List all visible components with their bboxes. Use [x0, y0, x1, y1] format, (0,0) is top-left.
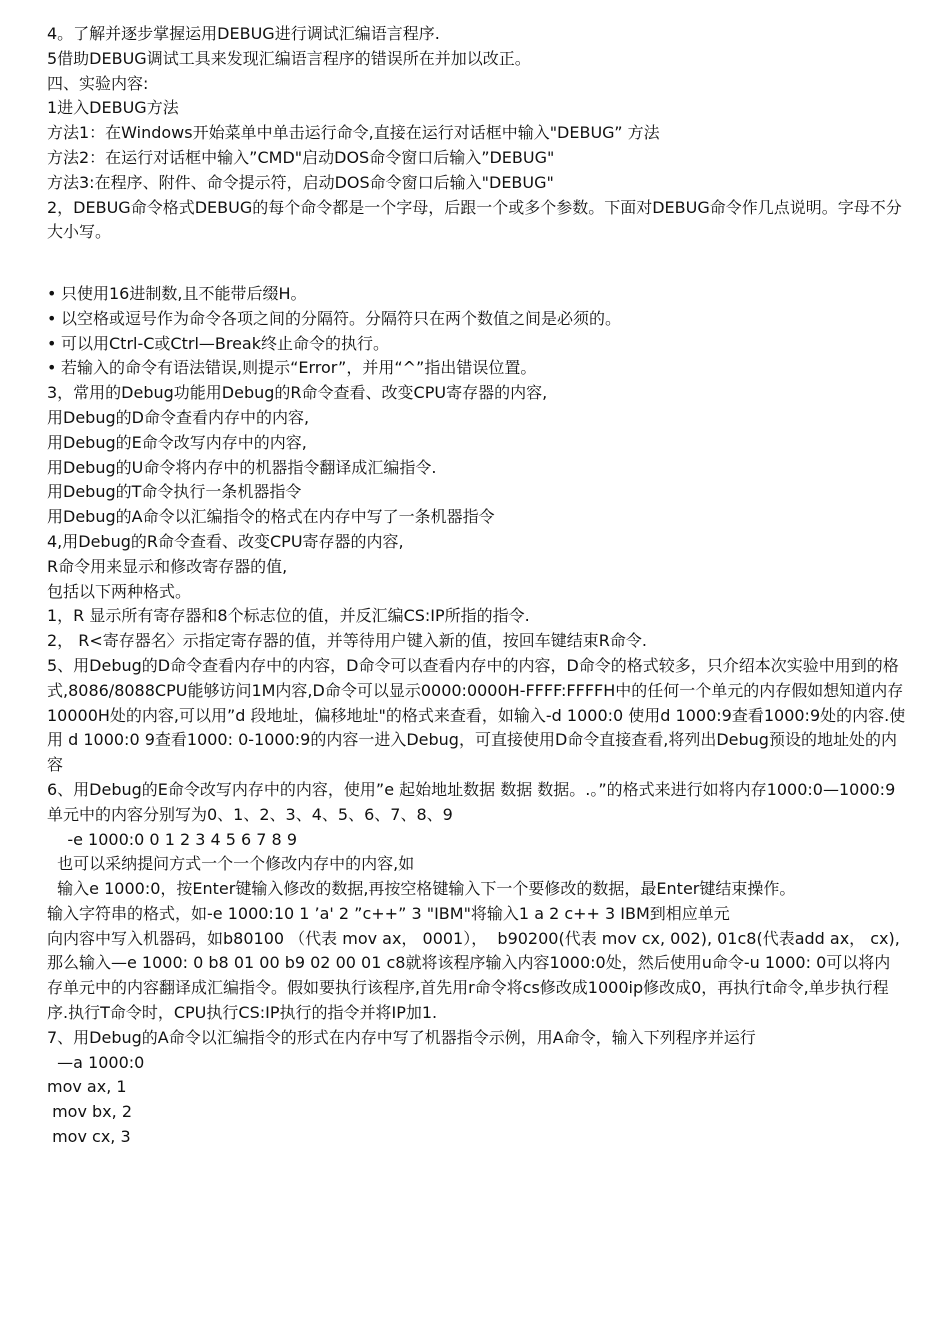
intro-section — [47, 22, 906, 245]
blank-line — [47, 245, 906, 270]
code-line: mov ax, 1 — [47, 1077, 127, 1097]
body-section — [47, 381, 906, 1150]
code-line: mov bx, 2 — [47, 1102, 132, 1122]
code-line: mov cx, 3 — [47, 1127, 131, 1147]
text-line: 方法1：在Windows开始菜单中单击运行命令,直接在运行对话框中输入"DEBUG” 方法 — [47, 123, 660, 143]
text-line: 1，R 显示所有寄存器和8个标志位的值，并反汇编CS:IP所指的指令. — [47, 606, 530, 626]
paragraph: 输入e 1000:0，按Enter键输入修改的数据,再按空格键输入下一个要修改的数据，最Enter键结束操作。 — [47, 879, 796, 899]
text-line: 包括以下两种格式。 — [47, 581, 192, 601]
list-item-text: 可以用Ctrl-C或Ctrl—Break终止命令的执行。 — [61, 333, 390, 353]
text-line: 方法3:在程序、附件、命令提示符，启动DOS命令窗口后输入"DEBUG" — [47, 172, 554, 192]
text-line: 方法2：在运行对话框中输入”CMD"启动DOS命令窗口后输入”DEBUG" — [47, 147, 555, 167]
paragraph: 输入字符串的格式，如-e 1000:10 1 ’a' 2 ”c++” 3 "IBM"将输入1 a 2 c++ 3 IBM到相应单元 — [47, 903, 730, 923]
text-line: 用Debug的E命令改写内存中的内容, — [47, 432, 307, 452]
text-line: 2，DEBUG命令格式DEBUG的每个命令都是一个字母，后跟一个或多个参数。下面对DEBUG命令作几点说明。字母不分大小写。 — [47, 197, 902, 242]
bullet-list — [47, 282, 906, 381]
text-line: 也可以采纳提问方式一个一个修改内存中的内容,如 — [47, 854, 415, 874]
text-line: 1进入DEBUG方法 — [47, 98, 179, 118]
paragraph: 6、用Debug的E命令改写内存中的内容，使用”e 起始地址数据 数据 数据。.。”的格式来进行如将内存1000:0—1000:9单元中的内容分别写为0、1、2、3、4、5、6、7、8、9 — [47, 779, 896, 824]
bullet-icon: • — [47, 283, 57, 303]
text-line: 用Debug的T命令执行一条机器指令 — [47, 482, 302, 502]
list-item-text: 以空格或逗号作为命令各项之间的分隔符。分隔符只在两个数值之间是必须的。 — [61, 308, 622, 328]
bullet-icon: • — [47, 333, 57, 353]
list-item — [47, 332, 906, 357]
text-line: 5借助DEBUG调试工具来发现汇编语言程序的错误所在并加以改正。 — [47, 48, 531, 68]
text-line: 2， R<寄存器名〉示指定寄存器的值，并等待用户键入新的值，按回车键结束R命令. — [47, 631, 647, 651]
text-line: 用Debug的U命令将内存中的机器指令翻译成汇编指令. — [47, 457, 437, 477]
paragraph: 5、用Debug的D命令查看内存中的内容，D命令可以查看内存中的内容，D命令的格式较多，只介绍本次实验中用到的格式,8086/8088CPU能够访问1M内容,D命令可以显示0000:0000H-FFFF:FFFFH中的任何一个单元的内存假如想知道内存10000H处的内容,可以用”d 段地址，偏移地址"的格式来查看，如输入-d 1000:0 使用d 1000:9查看1000:9处的内容.使用 d 1000:0 9查看1000: 0-1000:9的内容一进入Debug，可直接使用D命令直接查看,将列出Debug预设的地址处的内容 — [47, 655, 906, 775]
list-item — [47, 307, 906, 332]
list-item-text: 若输入的命令有语法错误,则提示“Error”，并用“^”指出错误位置。 — [61, 358, 537, 378]
code-line: —a 1000:0 — [47, 1052, 145, 1072]
text-line: R命令用来显示和修改寄存器的值, — [47, 556, 288, 576]
list-item — [47, 356, 906, 381]
list-item-text: 只使用16进制数,且不能带后缀H。 — [61, 283, 307, 303]
spacer — [47, 270, 906, 282]
paragraph: 7、用Debug的A命令以汇编指令的形式在内存中写了机器指令示例，用A命令，输入下列程序并运行 — [47, 1027, 756, 1047]
list-item — [47, 282, 906, 307]
section-heading: 四、实验内容: — [47, 73, 149, 93]
text-line: 用Debug的D命令查看内存中的内容, — [47, 407, 310, 427]
text-line: 4。了解并逐步掌握运用DEBUG进行调试汇编语言程序. — [47, 24, 440, 43]
bullet-icon: • — [47, 308, 57, 328]
text-line: 4,用Debug的R命令查看、改变CPU寄存器的内容, — [47, 531, 404, 551]
text-line: 3，常用的Debug功能用Debug的R命令查看、改变CPU寄存器的内容, — [47, 383, 548, 403]
bullet-icon: • — [47, 358, 57, 378]
text-line: 用Debug的A命令以汇编指令的格式在内存中写了一条机器指令 — [47, 507, 495, 527]
code-line: -e 1000:0 0 1 2 3 4 5 6 7 8 9 — [47, 829, 297, 849]
paragraph: 向内容中写入机器码，如b80100 （代表 mov ax， 0001）， b90200(代表 mov cx, 002), 01c8(代表add ax， cx),那么输入—e 1000: 0 b8 01 00 b9 02 00 01 c8就将该程序输入内容1000:0处，然后使用u命令-u 1000: 0可以将内存单元中的内容翻译成汇编指令。假如要执行该程序,首先用r命令将cs修改成1000ip修改成0，再执行t命令,单步执行程序.执行T命令时，CPU执行CS:IP执行的指令并将IP加1. — [47, 928, 900, 1023]
